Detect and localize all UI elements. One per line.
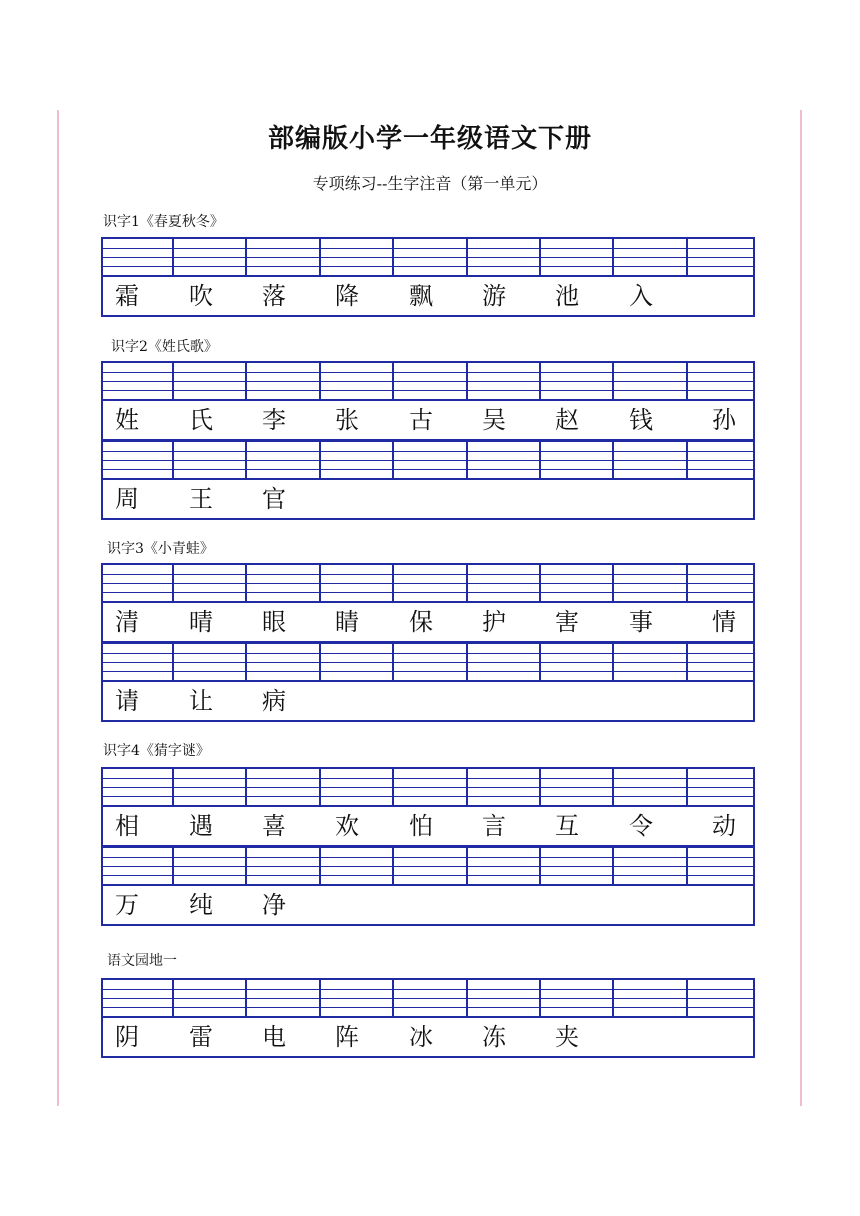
pinyin-writing-row[interactable] — [101, 361, 755, 401]
hanzi-character: 官 — [262, 485, 286, 513]
right-margin-line — [800, 110, 802, 1106]
cell-divider — [686, 565, 688, 601]
hanzi-character: 互 — [555, 812, 579, 840]
cell-divider — [612, 644, 614, 680]
hanzi-character: 令 — [629, 812, 653, 840]
hanzi-character: 害 — [555, 608, 579, 636]
pinyin-writing-row[interactable] — [101, 642, 755, 682]
cell-divider — [466, 239, 468, 275]
cell-divider — [392, 442, 394, 478]
cell-divider — [392, 239, 394, 275]
cell-divider — [612, 239, 614, 275]
hanzi-character: 周 — [115, 485, 139, 513]
cell-divider — [686, 848, 688, 884]
cell-divider — [319, 980, 321, 1016]
page-title: 部编版小学一年级语文下册 — [267, 124, 592, 154]
section-label: 识字3《小青蛙》 — [107, 541, 214, 557]
character-row — [101, 886, 755, 926]
cell-divider — [612, 980, 614, 1016]
cell-divider — [172, 980, 174, 1016]
hanzi-character: 降 — [335, 282, 359, 310]
hanzi-character: 阵 — [335, 1023, 359, 1051]
cell-divider — [245, 644, 247, 680]
hanzi-character: 怕 — [409, 812, 433, 840]
hanzi-character: 万 — [115, 891, 139, 919]
cell-divider — [319, 769, 321, 805]
section-label: 识字4《猜字谜》 — [103, 743, 210, 759]
cell-divider — [245, 442, 247, 478]
cell-divider — [319, 565, 321, 601]
cell-divider — [539, 644, 541, 680]
section-label: 识字2《姓氏歌》 — [111, 339, 218, 355]
cell-divider — [245, 239, 247, 275]
hanzi-character: 赵 — [555, 406, 579, 434]
cell-divider — [392, 769, 394, 805]
cell-divider — [612, 363, 614, 399]
cell-divider — [539, 442, 541, 478]
cell-divider — [392, 848, 394, 884]
character-row — [101, 277, 755, 317]
cell-divider — [172, 239, 174, 275]
hanzi-character: 池 — [555, 282, 579, 310]
hanzi-character: 病 — [262, 687, 286, 715]
hanzi-character: 姓 — [115, 406, 139, 434]
hanzi-character: 纯 — [189, 891, 213, 919]
cell-divider — [539, 239, 541, 275]
hanzi-character: 电 — [262, 1023, 286, 1051]
hanzi-character: 钱 — [629, 406, 653, 434]
left-margin-line — [57, 110, 59, 1106]
cell-divider — [686, 363, 688, 399]
hanzi-character: 霜 — [115, 282, 139, 310]
character-row — [101, 401, 755, 441]
cell-divider — [172, 363, 174, 399]
cell-divider — [466, 848, 468, 884]
hanzi-character: 言 — [482, 812, 506, 840]
cell-divider — [319, 442, 321, 478]
hanzi-character: 入 — [629, 282, 653, 310]
hanzi-character: 遇 — [189, 812, 213, 840]
cell-divider — [466, 980, 468, 1016]
hanzi-character: 眼 — [262, 608, 286, 636]
cell-divider — [172, 769, 174, 805]
hanzi-character: 氏 — [189, 406, 213, 434]
page-subtitle: 专项练习--生字注音（第一单元） — [312, 174, 548, 193]
cell-divider — [466, 644, 468, 680]
cell-divider — [466, 769, 468, 805]
section-label: 语文园地一 — [107, 953, 177, 969]
cell-divider — [539, 980, 541, 1016]
cell-divider — [392, 565, 394, 601]
cell-divider — [172, 442, 174, 478]
cell-divider — [686, 644, 688, 680]
cell-divider — [612, 565, 614, 601]
cell-divider — [245, 980, 247, 1016]
cell-divider — [319, 363, 321, 399]
cell-divider — [172, 565, 174, 601]
hanzi-character: 游 — [482, 282, 506, 310]
hanzi-character: 落 — [262, 282, 286, 310]
character-row — [101, 807, 755, 847]
hanzi-character: 请 — [115, 687, 139, 715]
cell-divider — [392, 980, 394, 1016]
cell-divider — [172, 644, 174, 680]
cell-divider — [612, 848, 614, 884]
hanzi-character: 情 — [712, 608, 736, 636]
cell-divider — [466, 363, 468, 399]
pinyin-writing-row[interactable] — [101, 563, 755, 603]
cell-divider — [172, 848, 174, 884]
cell-divider — [466, 565, 468, 601]
hanzi-character: 吴 — [482, 406, 506, 434]
character-row — [101, 682, 755, 722]
pinyin-writing-row[interactable] — [101, 440, 755, 480]
character-row — [101, 480, 755, 520]
hanzi-character: 冰 — [409, 1023, 433, 1051]
cell-divider — [612, 769, 614, 805]
hanzi-character: 欢 — [335, 812, 359, 840]
cell-divider — [539, 565, 541, 601]
hanzi-character: 净 — [262, 891, 286, 919]
hanzi-character: 古 — [409, 406, 433, 434]
hanzi-character: 睛 — [335, 608, 359, 636]
hanzi-character: 清 — [115, 608, 139, 636]
pinyin-writing-row[interactable] — [101, 978, 755, 1018]
hanzi-character: 雷 — [189, 1023, 213, 1051]
cell-divider — [392, 644, 394, 680]
cell-divider — [319, 239, 321, 275]
hanzi-character: 王 — [189, 485, 213, 513]
hanzi-character: 孙 — [712, 406, 736, 434]
section-label: 识字1《春夏秋冬》 — [103, 214, 224, 230]
cell-divider — [686, 980, 688, 1016]
pinyin-writing-row[interactable] — [101, 237, 755, 277]
hanzi-character: 喜 — [262, 812, 286, 840]
cell-divider — [686, 442, 688, 478]
pinyin-writing-row[interactable] — [101, 767, 755, 807]
cell-divider — [539, 363, 541, 399]
cell-divider — [539, 769, 541, 805]
hanzi-character: 张 — [335, 406, 359, 434]
cell-divider — [539, 848, 541, 884]
cell-divider — [466, 442, 468, 478]
cell-divider — [319, 644, 321, 680]
cell-divider — [245, 363, 247, 399]
cell-divider — [392, 363, 394, 399]
cell-divider — [245, 565, 247, 601]
character-row — [101, 603, 755, 643]
hanzi-character: 动 — [712, 812, 736, 840]
cell-divider — [612, 442, 614, 478]
cell-divider — [245, 769, 247, 805]
cell-divider — [319, 848, 321, 884]
hanzi-character: 冻 — [482, 1023, 506, 1051]
hanzi-character: 晴 — [189, 608, 213, 636]
hanzi-character: 相 — [115, 812, 139, 840]
hanzi-character: 吹 — [189, 282, 213, 310]
character-row — [101, 1018, 755, 1058]
pinyin-writing-row[interactable] — [101, 846, 755, 886]
cell-divider — [686, 239, 688, 275]
hanzi-character: 阴 — [115, 1023, 139, 1051]
cell-divider — [686, 769, 688, 805]
hanzi-character: 护 — [482, 608, 506, 636]
hanzi-character: 保 — [409, 608, 433, 636]
hanzi-character: 李 — [262, 406, 286, 434]
hanzi-character: 事 — [629, 608, 653, 636]
hanzi-character: 夹 — [555, 1023, 579, 1051]
hanzi-character: 飘 — [409, 282, 433, 310]
cell-divider — [245, 848, 247, 884]
hanzi-character: 让 — [189, 687, 213, 715]
